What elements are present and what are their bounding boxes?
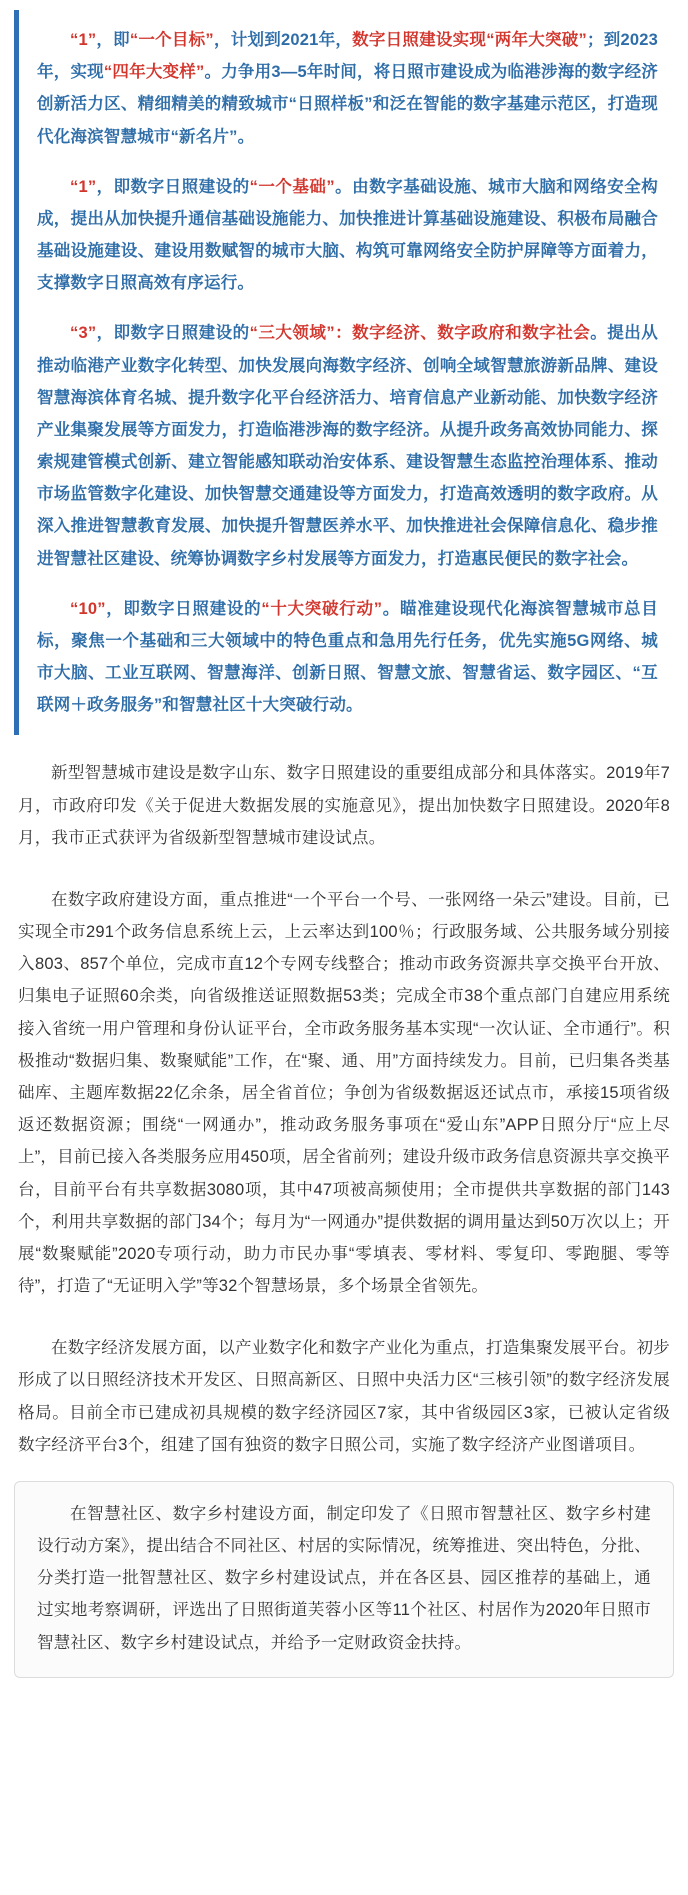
paragraph-smart-city-intro: 新型智慧城市建设是数字山东、数字日照建设的重要组成部分和具体落实。2019年7月，市政府印发《关于促进大数据发展的实施意见》，提出加快数字日照建设。2020年8月，我市正式获评为省级新型智慧城市建设试点。	[18, 764, 670, 847]
text-segment-red: “一个基础”	[249, 177, 335, 196]
text-segment-blue: 。由数字基础设施、城市大脑和网络安全构成，提出从加快提升通信基础设施能力、加快推进计算基础设施建设、积极布局融合基础设施建设、建设用数赋智的城市大脑、构筑可靠网络安全防护屏障等方面着力，支撑数字日照高效有序运行。	[37, 177, 658, 293]
smart-community-box	[14, 1481, 674, 1678]
text-segment-blue: 。力争用3—5年时间，将日照市建设成为临港涉海的数字经济创新活力区、精细精美的精致城市“日照样板”和泛在智能的数字基建示范区，打造现代化海滨智慧城市“新名片”。	[37, 63, 659, 146]
text-segment-blue: ，计划到2021年，	[213, 31, 353, 49]
text-segment-blue: ；到2023年，实现	[37, 31, 658, 82]
text-segment-blue: ，即数字日照建设的	[105, 599, 262, 618]
text-segment-red: “四年大变样”	[103, 63, 205, 82]
callout-paragraph-one-goal	[37, 24, 658, 153]
section-divider-2	[14, 1322, 674, 1332]
text-segment-blue: 。瞄准建设现代化海滨智慧城市总目标，聚焦一个基础和三大领域中的特色重点和急用先行任务，优先实施5G网络、城市大脑、工业互联网、智慧海洋、创新日照、智慧文旅、智慧省运、数字园区、“互联网＋政务服务”和智慧社区十大突破行动。	[37, 599, 658, 715]
paragraph-digital-government: 在数字政府建设方面，重点推进“一个平台一个号、一张网络一朵云”建设。目前，已实现全市291个政务信息系统上云，上云率达到100％；行政服务域、公共服务域分别接入803、857个单位，完成市直12个专网专线整合；推动市政务资源共享交换平台开放、归集电子证照60余类，向省级推送证照数据53类；完成全市38个重点部门自建应用系统接入省统一用户管理和身份认证平台，全市政务服务基本实现“一次认证、全市通行”。积极推动“数据归集、数聚赋能”工作，在“聚、通、用”方面持续发力。目前，已归集各类基础库、主题库数据22亿余条，居全省首位；争创为省级数据返还试点市，承接15项省级返还数据资源；围绕“一网通办”，推动政务服务事项在“爱山东”APP日照分厅“应上尽上”，目前已接入各类服务应用450项，居全省前列；建设升级市政务信息资源共享交换平台，目前平台有共享数据3080项，其中47项被高频使用；全市提供共享数据的部门143个，利用共享数据的部门34个；每月为“一网通办”提供数据的调用量达到50万次以上；开展“数聚赋能”2020专项行动，助力市民办事“零填表、零材料、零复印、零跑腿、零等待”，打造了“无证明入学”等32个智慧场景，多个场景全省领先。	[18, 890, 670, 1296]
text-segment-red: “三大领域”：数字经济、数字政府和数字社会	[249, 324, 591, 343]
paragraph-digital-economy: 在数字经济发展方面，以产业数字化和数字产业化为重点，打造集聚发展平台。初步形成了以日照经济技术开发区、日照高新区、日照中央活力区“三核引领”的数字经济发展格局。目前全市已建成初具规模的数字经济园区7家，其中省级园区3家，已被认定省级数字经济平台3个，组建了国有独资的数字日照公司，实施了数字经济产业图谱项目。	[18, 1339, 670, 1454]
paragraph-smart-community: 在智慧社区、数字乡村建设方面，制定印发了《日照市智慧社区、数字乡村建设行动方案》，提出结合不同社区、村居的实际情况，统筹推进、突出特色，分批、分类打造一批智慧社区、数字乡村建设试点，并在各区县、园区推荐的基础上，通过实地考察调研，评选出了日照街道芙蓉小区等11个社区、村居作为2020年日照市智慧社区、数字乡村建设试点，并给予一定财政资金扶持。	[37, 1504, 651, 1652]
text-segment-red: “一个目标”	[129, 31, 214, 49]
text-segment-blue: ，即数字日照建设的	[96, 177, 250, 196]
text-segment-blue: ，即	[96, 31, 130, 49]
text-segment-blue: 。提出从推动临港产业数字化转型、加快发展向海数字经济、创响全域智慧旅游新品牌、建设智慧海滨体育名城、提升数字化平台经济活力、培育信息产业新动能、加快数字经济产业集聚发展等方面发力，打造临港涉海的数字经济。从提升政务高效协同能力、探索规建管模式创新、建立智能感知联动治安体系、建设智慧生态监控治理体系、推动市场监管数字化建设、加快智慧交通建设等方面发力，打造高效透明的数字政府。从深入推进智慧教育发展、加快提升智慧医养水平、加快推进社会保障信息化、稳步推进智慧社区建设、统筹协调数字乡村发展等方面发力，打造惠民便民的数字社会。	[37, 324, 658, 568]
text-segment-red: “1”	[70, 177, 97, 196]
callout-paragraph-three-fields	[37, 317, 658, 574]
text-segment-blue: ，即数字日照建设的	[96, 324, 250, 343]
text-segment-red: “10”	[70, 599, 106, 618]
text-segment-red: “3”	[70, 324, 97, 343]
text-segment-red: 数字日照建设实现“两年大突破”	[352, 31, 587, 49]
text-segment-red: “1”	[70, 31, 97, 49]
callout-paragraph-one-foundation	[37, 171, 658, 300]
text-segment-red: “十大突破行动”	[261, 599, 383, 618]
callout-paragraph-ten-actions	[37, 593, 658, 722]
policy-highlight-callout	[14, 10, 674, 735]
section-divider	[14, 874, 674, 884]
